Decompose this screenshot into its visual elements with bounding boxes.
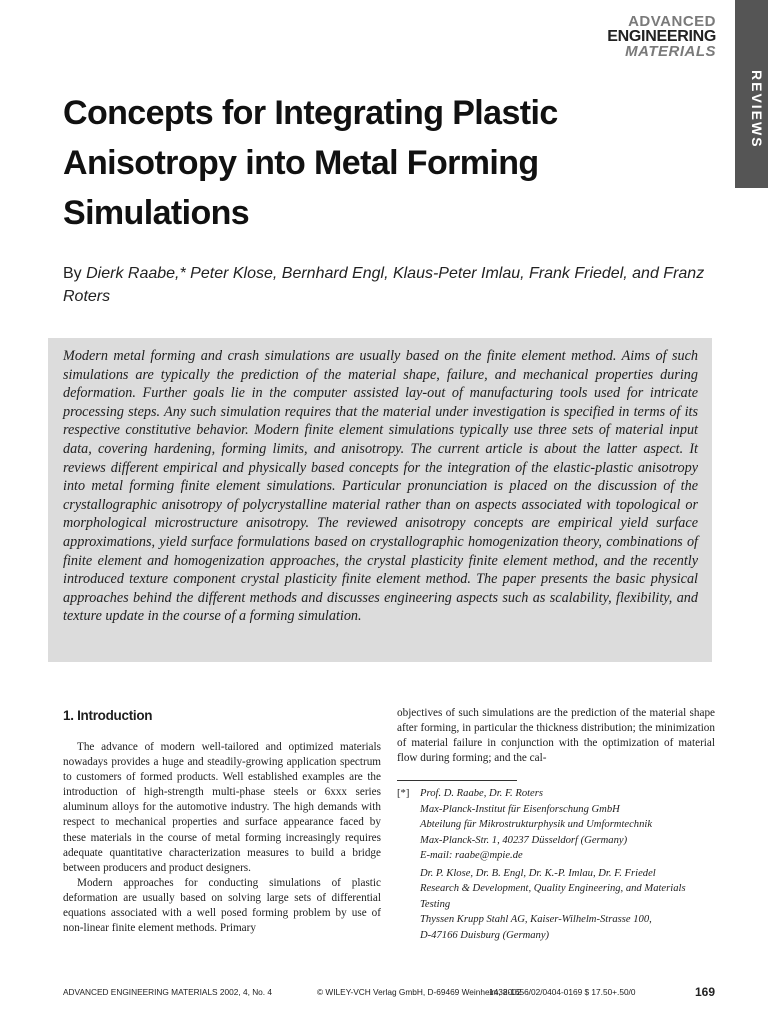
- right-column: [397, 706, 715, 945]
- author-list: Dierk Raabe,* Peter Klose, Bernhard Engl, Klaus-Peter Imlau, Frank Friedel, and Franz Roters: [63, 265, 705, 305]
- journal-logo-line3: MATERIALS: [625, 43, 716, 60]
- affiliation-1-address: Max-Planck-Str. 1, 40237 Düsseldorf (Germany): [420, 834, 628, 846]
- affiliation-block-1: [420, 786, 715, 864]
- article-title: Concepts for Integrating Plastic Anisotropy into Metal Forming Simulations: [63, 94, 558, 232]
- page-footer: [63, 984, 715, 1000]
- author-affiliations-footnote: [397, 786, 715, 943]
- affiliation-2-company: Thyssen Krupp Stahl AG, Kaiser-Wilhelm-Strasse 100,: [420, 914, 652, 926]
- byline-prefix: By: [63, 265, 87, 282]
- section-heading-introduction: 1. Introduction: [63, 708, 153, 723]
- footnote-mark: [*]: [397, 788, 410, 800]
- intro-paragraph-continued: objectives of such simulations are the prediction of the material shape after forming, in particular the thickness distribution; the minimization of material failure in conjunction with the optimization of material flow during forming; and the cal-: [397, 707, 715, 765]
- affiliation-1-email: E-mail: raabe@mpie.de: [420, 850, 523, 862]
- affiliation-1-names: Prof. D. Raabe, Dr. F. Roters: [420, 788, 544, 800]
- page-number: 169: [694, 985, 715, 999]
- affiliation-block-2: [420, 866, 715, 944]
- author-byline: [63, 262, 713, 308]
- affiliation-2-names: Dr. P. Klose, Dr. B. Engl, Dr. K.-P. Imlau, Dr. F. Friedel: [420, 867, 656, 879]
- footer-article-code: 1438-1656/02/0404-0169 $ 17.50+.50/0: [489, 987, 636, 997]
- journal-logo-line2: ENGINEERING: [607, 28, 716, 45]
- affiliation-1-institute: Max-Planck-Institut für Eisenforschung GmbH: [420, 803, 620, 815]
- intro-paragraph-2: Modern approaches for conducting simulations of plastic deformation are usually based on solving large sets of differential equations associated with a well posed forming problem by use of non-linear finite element methods. Primary: [63, 876, 381, 935]
- abstract-box: Modern metal forming and crash simulations are usually based on the finite element method. Aims of such simulations are typically the prediction of the material shape, failure, and mechanical properties during deformation. Further goals lie in the computer assisted lay-out of manufacturing tools used for intricate processing steps. Any such simulation requires that the material under investigation is specified in terms of its respective constitutive behavior. Modern finite element simulations typically use three sets of material input data, covering hardening, forming limits, and anisotropy. The current article is about the latter aspect. It reviews different empirical and physically based concepts for the integration of the elastic-plastic anisotropy into metal forming finite element simulations. Particular pronunciation is placed on the discussion of the crystallographic anisotropy of polycrystalline material rather than on aspects associated with topological or morphological microstructure anisotropy. The reviewed anisotropy concepts are empirical yield surface approximations, yield surface formulations based on crystallographic homogenization theory, combinations of finite element and homogenization approaches, the crystal plasticity finite element method, and the recently introduced texture component crystal plasticity finite element method. The paper presents the basic physical approaches behind the different methods and discusses engineering aspects such as scalability, flexibility, and texture update in the course of a forming simulation.: [48, 338, 712, 662]
- footer-copyright: © WILEY-VCH Verlag GmbH, D-69469 Weinheim, 2002: [317, 987, 522, 997]
- footer-journal-citation: ADVANCED ENGINEERING MATERIALS 2002, 4, No. 4: [63, 987, 273, 997]
- affiliation-1-department: Abteilung für Mikrostrukturphysik und Umformtechnik: [420, 819, 653, 831]
- intro-paragraph-1: The advance of modern well-tailored and optimized materials nowadays provides a huge and steadily-growing application spectrum to customers of formed products. Well established examples are the introduction of high-strength multi-phase steels or 6xxx series aluminum alloys for the automotive industry. The high demands with respect to mechanical properties and surface appearance faced by these materials in the course of metal forming increasingly requires adequate quantitative characterization measures to build a bridge between producers and product designers.: [63, 741, 381, 874]
- affiliation-2-department: Research & Development, Quality Engineering, and Materials Testing: [420, 883, 686, 910]
- section-tab: [735, 0, 768, 188]
- footnote-divider: [397, 780, 517, 781]
- journal-logo-line1: ADVANCED: [628, 13, 716, 30]
- affiliation-2-city: D-47166 Duisburg (Germany): [420, 929, 550, 941]
- journal-logo: [586, 14, 716, 59]
- section-tab-label: REVIEWS: [749, 70, 765, 149]
- left-column: [63, 706, 381, 936]
